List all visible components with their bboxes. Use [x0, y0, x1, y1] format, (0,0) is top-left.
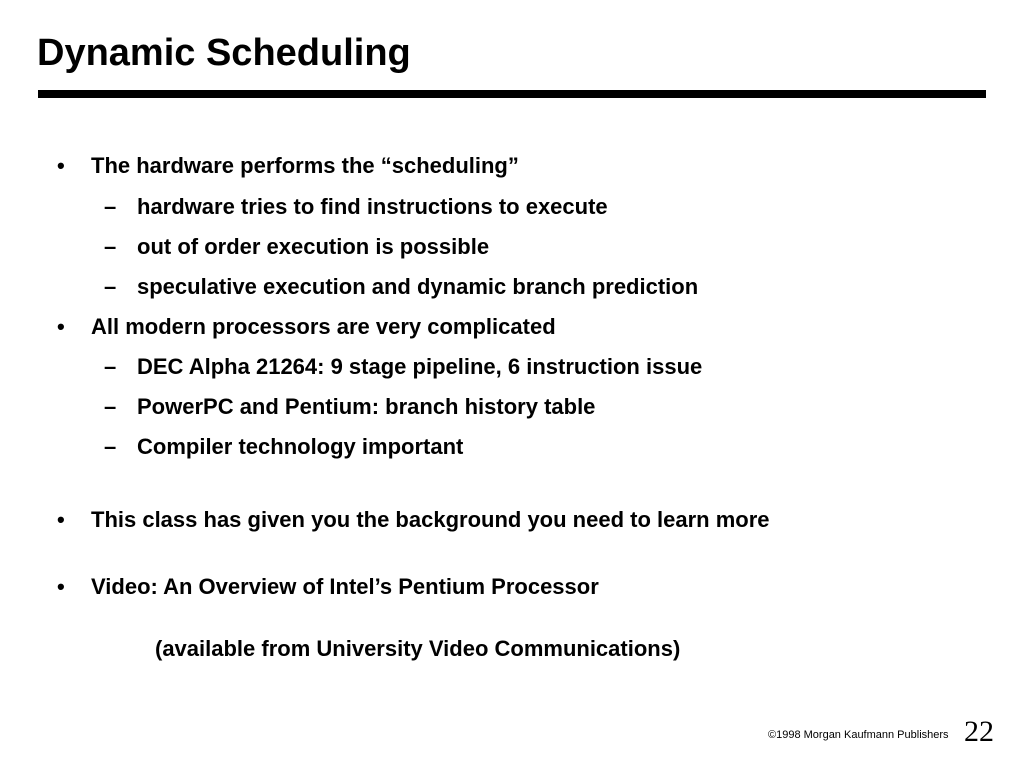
bullet-marker: • [57, 507, 65, 532]
sub-bullet-marker: – [104, 274, 117, 299]
sub-bullet-marker: – [104, 354, 117, 379]
title-rule [38, 90, 986, 98]
page-number: 22 [964, 715, 994, 748]
bullet-marker: • [57, 153, 65, 178]
sub-bullet-text: Compiler technology important [137, 434, 464, 459]
sub-bullet-text: hardware tries to find instructions to execute [137, 194, 608, 219]
video-note: (available from University Video Communications) [155, 636, 681, 661]
bullet-text: This class has given you the background you need to learn more [91, 507, 770, 532]
sub-bullet-text: DEC Alpha 21264: 9 stage pipeline, 6 instruction issue [137, 354, 703, 379]
bullet-text: Video: An Overview of Intel’s Pentium Processor [91, 574, 599, 599]
sub-bullet-text: speculative execution and dynamic branch prediction [137, 274, 699, 299]
bullet-text: The hardware performs the “scheduling” [91, 153, 519, 178]
sub-bullet-marker: – [104, 434, 117, 459]
bullet-text: All modern processors are very complicated [91, 314, 556, 339]
sub-bullet-text: out of order execution is possible [137, 234, 490, 259]
slide-title: Dynamic Scheduling [37, 32, 411, 74]
sub-bullet-marker: – [104, 234, 117, 259]
sub-bullet-text: PowerPC and Pentium: branch history table [137, 394, 596, 419]
bullet-marker: • [57, 314, 65, 339]
sub-bullet-marker: – [104, 394, 117, 419]
sub-bullet-marker: – [104, 194, 117, 219]
copyright-notice: ©1998 Morgan Kaufmann Publishers [768, 729, 949, 741]
bullet-marker: • [57, 574, 65, 599]
